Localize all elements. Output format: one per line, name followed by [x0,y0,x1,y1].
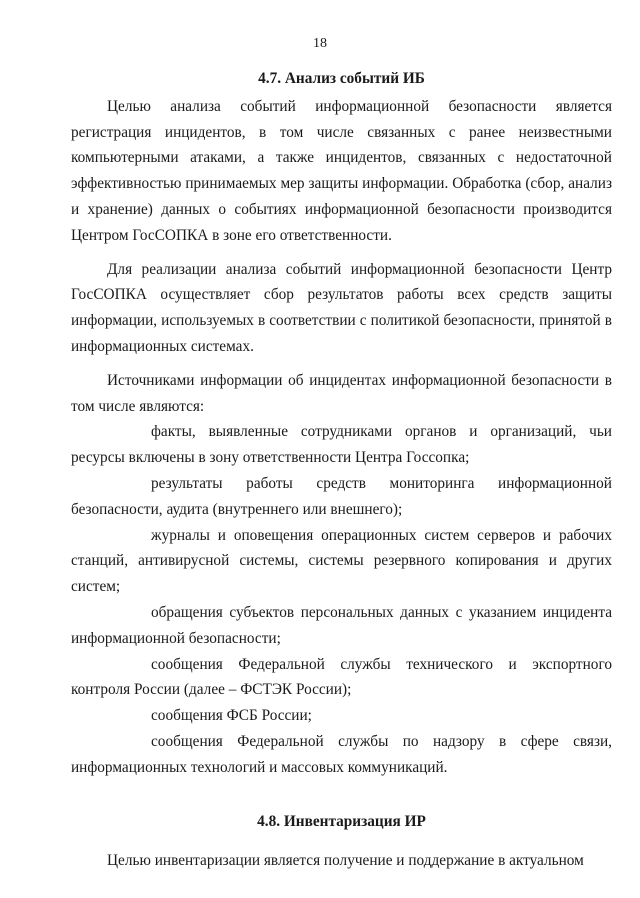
list-item-source: сообщения ФСБ России; [151,707,312,725]
list-item-source: обращения субъектов персональных данных с указанием инцидента информационной безопасности; [71,603,612,647]
list-item-source: факты, выявленные сотрудниками органов и организаций, чьи ресурсы включены в зону ответственности Центра Госсопка; [71,423,612,467]
list-item-source: журналы и оповещения операционных систем серверов и рабочих станций, антивирусной системы, системы резервного копирования и других систем; [71,526,612,596]
list-item-source: результаты работы средств мониторинга информационной безопасности, аудита (внутреннего или внешнего); [71,474,612,518]
document-body [71,66,612,874]
paragraph-sources-intro: Источниками информации об инцидентах информационной безопасности в том числе являются: [71,371,612,415]
paragraph-inventory-purpose: Целью инвентаризации является получение и поддержание в актуальном [107,852,584,870]
page-number: 18 [313,36,327,51]
paragraph-implementation: Для реализации анализа событий информационной безопасности Центр ГосСОПКА осуществляет сбор результатов работы всех средств защиты информации, используемых в соответствии с политикой безопасности, принятой в информационных системах. [71,260,612,355]
paragraph-purpose: Целью анализа событий информационной безопасности является регистрация инцидентов, в том числе связанных с ранее неизвестными компьютерными атаками, а также инцидентов, связанных с недостаточной эффективностью принимаемых мер защиты информации. Обработка (сбор, анализ и хранение) данных о событиях информационной безопасности производится Центром ГосСОПКА в зоне его ответственности. [71,97,612,244]
section-heading-4-7: 4.7. Анализ событий ИБ [258,70,425,87]
list-item-source: сообщения Федеральной службы технического и экспортного контроля России (далее – ФСТЭК России); [71,655,612,699]
section-heading-4-8: 4.8. Инвентаризация ИР [257,812,426,830]
list-item-source: сообщения Федеральной службы по надзору в сфере связи, информационных технологий и массовых коммуникаций. [71,732,612,776]
